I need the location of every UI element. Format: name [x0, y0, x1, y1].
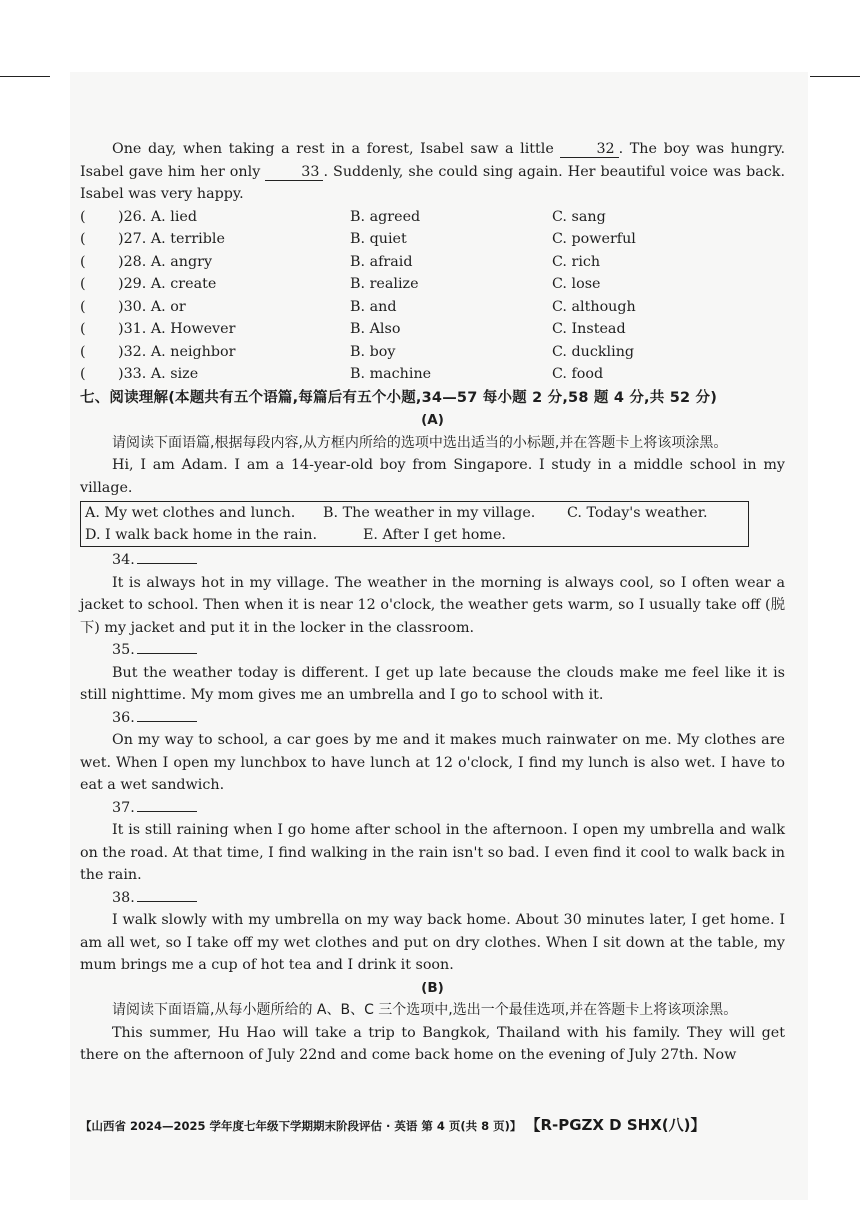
passage-b: This summer, Hu Hao will take a trip to Bangkok, Thailand with his family. They will get there on the afternoon of July 22nd and come back home on the evening of July 27th. Now [80, 1024, 785, 1063]
answer-line-36 [80, 707, 785, 730]
option-b: B. boy [350, 343, 396, 360]
question-number: 37. [112, 799, 135, 816]
part-a-title: (A) [421, 412, 444, 428]
answer-paren: ( [80, 321, 86, 337]
option-row [80, 251, 785, 274]
story-text: One day, when taking a rest in a forest, Isabel saw a little [112, 141, 554, 157]
passage-intro: Hi, I am Adam. I am a 14-year-old boy from Singapore. I study in a middle school in my village. [80, 457, 785, 496]
option-a: )33. A. size [118, 366, 199, 382]
answer-paren: ( [80, 343, 86, 360]
blank-32: 32 [560, 141, 618, 158]
right-margin-rule [810, 76, 860, 77]
options-list [80, 206, 785, 386]
question-number: 38. [112, 889, 135, 906]
question-number: 35. [112, 642, 135, 658]
answer-line-34 [80, 549, 785, 572]
blank-33: 33 [265, 164, 323, 181]
option-b: B. afraid [350, 253, 413, 270]
footer-text: 【山西省 2024—2025 学年度七年级下学期期末阶段评估 · 英语 第 4 页(共 8 页)】 [80, 1119, 522, 1133]
answer-line-35 [80, 639, 785, 662]
option-c: C. lose [552, 276, 601, 292]
part-b-title: (B) [421, 979, 444, 996]
paragraph-37: It is still raining when I go home after school in the afternoon. I open my umbrella and walk on the road. At that time, I find walking in the rain isn't so bad. I even find it cool to walk back in the rain. [80, 822, 785, 883]
instruction-b: 请阅读下面语篇,从每小题所给的 A、B、C 三个选项中,选出一个最佳选项,并在答题卡上将该项涂黑。 [112, 1002, 738, 1018]
paragraph-36: On my way to school, a car goes by me and it makes much rainwater on me. My clothes are wet. When I open my lunchbox to have lunch at 12 o'clock, I find my lunch is also wet. I have to eat a wet sandwich. [80, 732, 785, 793]
heading-option-a: A. My wet clothes and lunch. [85, 505, 296, 521]
option-a: )32. A. neighbor [118, 343, 236, 360]
answer-paren: ( [80, 366, 86, 382]
question-number: 34. [112, 552, 135, 568]
option-b: B. realize [350, 276, 419, 292]
option-a: )26. A. lied [118, 208, 198, 225]
paragraph-38: I walk slowly with my umbrella on my way back home. About 30 minutes later, I get home. I am all wet, so I take off my wet clothes and put on dry clothes. When I sit down at the table, my mum brings me a cup of hot tea and I drink it soon. [80, 912, 785, 973]
paragraph-35: But the weather today is different. I get up late because the clouds make me feel like it is still nighttime. My mom gives me an umbrella and I go to school with it. [80, 664, 785, 703]
heading-option-b: B. The weather in my village. [323, 505, 536, 521]
option-row [80, 341, 785, 364]
answer-blank [137, 707, 197, 722]
option-row [80, 206, 785, 229]
exam-content [80, 138, 785, 1067]
option-row [80, 363, 785, 386]
answer-paren: ( [80, 276, 86, 292]
option-b: B. agreed [350, 208, 421, 225]
answer-blank [137, 549, 197, 564]
option-c: C. Instead [552, 321, 626, 337]
option-a: )31. A. However [118, 321, 236, 337]
option-b: B. machine [350, 366, 432, 382]
option-c: C. food [552, 366, 604, 382]
story-text: . The boy was hungry. [618, 141, 786, 157]
option-row [80, 273, 785, 296]
left-margin-rule [0, 76, 50, 77]
heading-option-c: C. Today's weather. [567, 505, 708, 521]
story-text: Isabel gave him her only [80, 163, 261, 180]
story-ending [80, 138, 785, 206]
option-row [80, 318, 785, 341]
option-c: C. sang [552, 208, 606, 225]
option-c: C. although [552, 298, 636, 315]
option-row [80, 296, 785, 319]
option-b: B. quiet [350, 231, 407, 247]
answer-paren: ( [80, 208, 86, 225]
box-row [85, 524, 744, 546]
heading-option-e: E. After I get home. [363, 527, 506, 543]
option-b: B. and [350, 298, 397, 315]
story-text: . Suddenly, she could sing again. Her beautiful voice was back. Isabel was very happy. [80, 163, 785, 202]
option-c: C. duckling [552, 343, 635, 360]
answer-paren: ( [80, 253, 86, 270]
heading-option-d: D. I walk back home in the rain. [85, 527, 318, 543]
option-a: )29. A. create [118, 276, 217, 292]
option-a: )30. A. or [118, 298, 186, 315]
answer-paren: ( [80, 298, 86, 315]
answer-blank [137, 887, 197, 902]
answer-line-37 [80, 797, 785, 820]
option-a: )28. A. angry [118, 253, 213, 270]
answer-blank [137, 639, 197, 654]
option-c: C. rich [552, 253, 601, 270]
section-heading: 七、阅读理解(本题共有五个语篇,每篇后有五个小题,34—57 每小题 2 分,58 题 4 分,共 52 分) [80, 389, 718, 406]
answer-blank [137, 797, 197, 812]
option-row [80, 228, 785, 251]
page-footer [80, 1114, 785, 1135]
instruction-a: 请阅读下面语篇,根据每段内容,从方框内所给的选项中选出适当的小标题,并在答题卡上将该项涂黑。 [112, 434, 728, 451]
answer-line-38 [80, 887, 785, 910]
box-row [85, 502, 744, 524]
option-c: C. powerful [552, 231, 636, 247]
question-number: 36. [112, 709, 135, 726]
heading-options-box [80, 501, 749, 547]
paragraph-34: It is always hot in my village. The weather in the morning is always cool, so I often wear a jacket to school. Then when it is near 12 o'clock, the weather gets warm, so I usually take off (脱下) my jacket and put it in the locker in the classroom. [80, 574, 785, 636]
answer-paren: ( [80, 231, 86, 247]
option-a: )27. A. terrible [118, 231, 225, 247]
exam-code: 【R-PGZX D SHX(八)】 [525, 1116, 706, 1134]
option-b: B. Also [350, 321, 401, 337]
